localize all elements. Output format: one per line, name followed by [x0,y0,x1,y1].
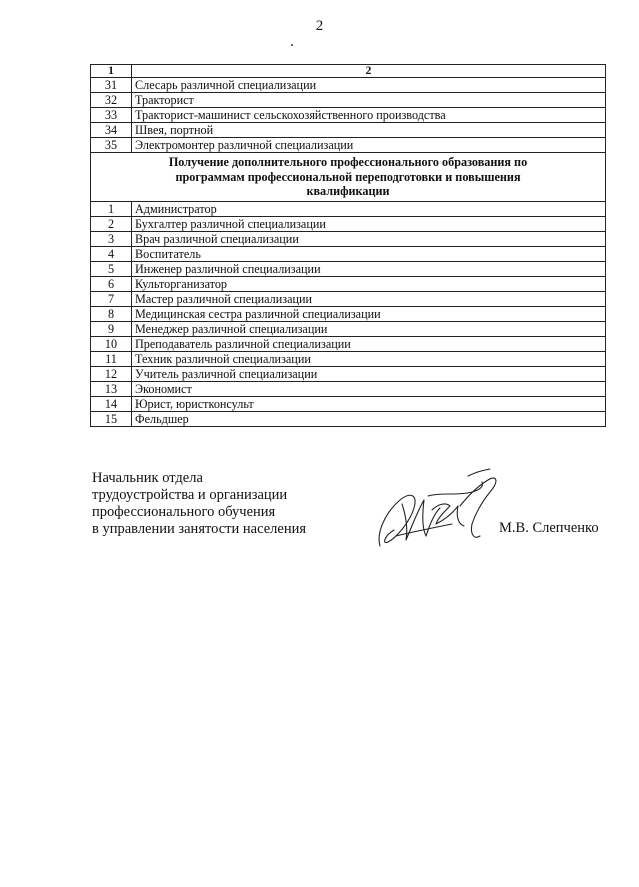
row-number: 3 [91,232,132,247]
professions-table [90,64,606,427]
table-row [91,337,606,352]
row-number: 15 [91,412,132,427]
row-profession: Техник различной специализации [132,352,606,367]
header-col-number: 1 [91,65,132,78]
row-profession: Культорганизатор [132,277,606,292]
table-row [91,123,606,138]
row-profession: Швея, портной [132,123,606,138]
position-line: в управлении занятости населения [92,521,307,537]
row-profession: Мастер различной специализации [132,292,606,307]
row-profession: Менеджер различной специализации [132,322,606,337]
row-number: 11 [91,352,132,367]
row-profession: Юрист, юристконсульт [132,397,606,412]
row-number: 13 [91,382,132,397]
header-col-name: 2 [132,65,606,78]
table-row [91,307,606,322]
table-row [91,93,606,108]
row-profession: Экономист [132,382,606,397]
table-row [91,382,606,397]
handwritten-signature [372,466,512,556]
table-row [91,292,606,307]
table-row [91,108,606,123]
table-row [91,352,606,367]
table-row [91,397,606,412]
row-profession: Учитель различной специализации [132,367,606,382]
row-profession: Администратор [132,202,606,217]
row-number: 7 [91,292,132,307]
section-title: Получение дополнительного профессионального образования по программам профессиональной переподготовки и повышения квалификации [91,153,606,202]
row-number: 33 [91,108,132,123]
table-row [91,78,606,93]
row-profession: Врач различной специализации [132,232,606,247]
section-row [91,153,606,202]
row-profession: Электромонтер различной специализации [132,138,606,153]
signer-name: М.В. Слепченко [499,520,599,536]
row-number: 35 [91,138,132,153]
row-number: 2 [91,217,132,232]
page-number: 2 [315,18,324,34]
row-profession: Преподаватель различной специализации [132,337,606,352]
table-row [91,247,606,262]
row-profession: Фельдшер [132,412,606,427]
table-row [91,412,606,427]
row-number: 1 [91,202,132,217]
row-profession: Тракторист [132,93,606,108]
table-row [91,138,606,153]
position-line: профессионального обучения [92,504,276,520]
row-profession: Тракторист-машинист сельскохозяйственного производства [132,108,606,123]
row-number: 14 [91,397,132,412]
row-profession: Бухгалтер различной специализации [132,217,606,232]
table-row [91,322,606,337]
table-row [91,277,606,292]
row-number: 34 [91,123,132,138]
signatory-position [92,470,306,538]
row-number: 32 [91,93,132,108]
row-profession: Слесарь различной специализации [132,78,606,93]
row-number: 4 [91,247,132,262]
row-number: 6 [91,277,132,292]
row-number: 12 [91,367,132,382]
row-number: 5 [91,262,132,277]
table-row [91,262,606,277]
row-number: 10 [91,337,132,352]
scan-speck [291,44,293,46]
position-line: Начальник отдела [92,470,203,486]
table-row [91,367,606,382]
table-header-row [91,65,606,78]
position-line: трудоустройства и организации [92,487,288,503]
row-number: 31 [91,78,132,93]
row-profession: Воспитатель [132,247,606,262]
row-profession: Инженер различной специализации [132,262,606,277]
table-row [91,217,606,232]
row-profession: Медицинская сестра различной специализации [132,307,606,322]
table-row [91,202,606,217]
row-number: 9 [91,322,132,337]
table-row [91,232,606,247]
row-number: 8 [91,307,132,322]
